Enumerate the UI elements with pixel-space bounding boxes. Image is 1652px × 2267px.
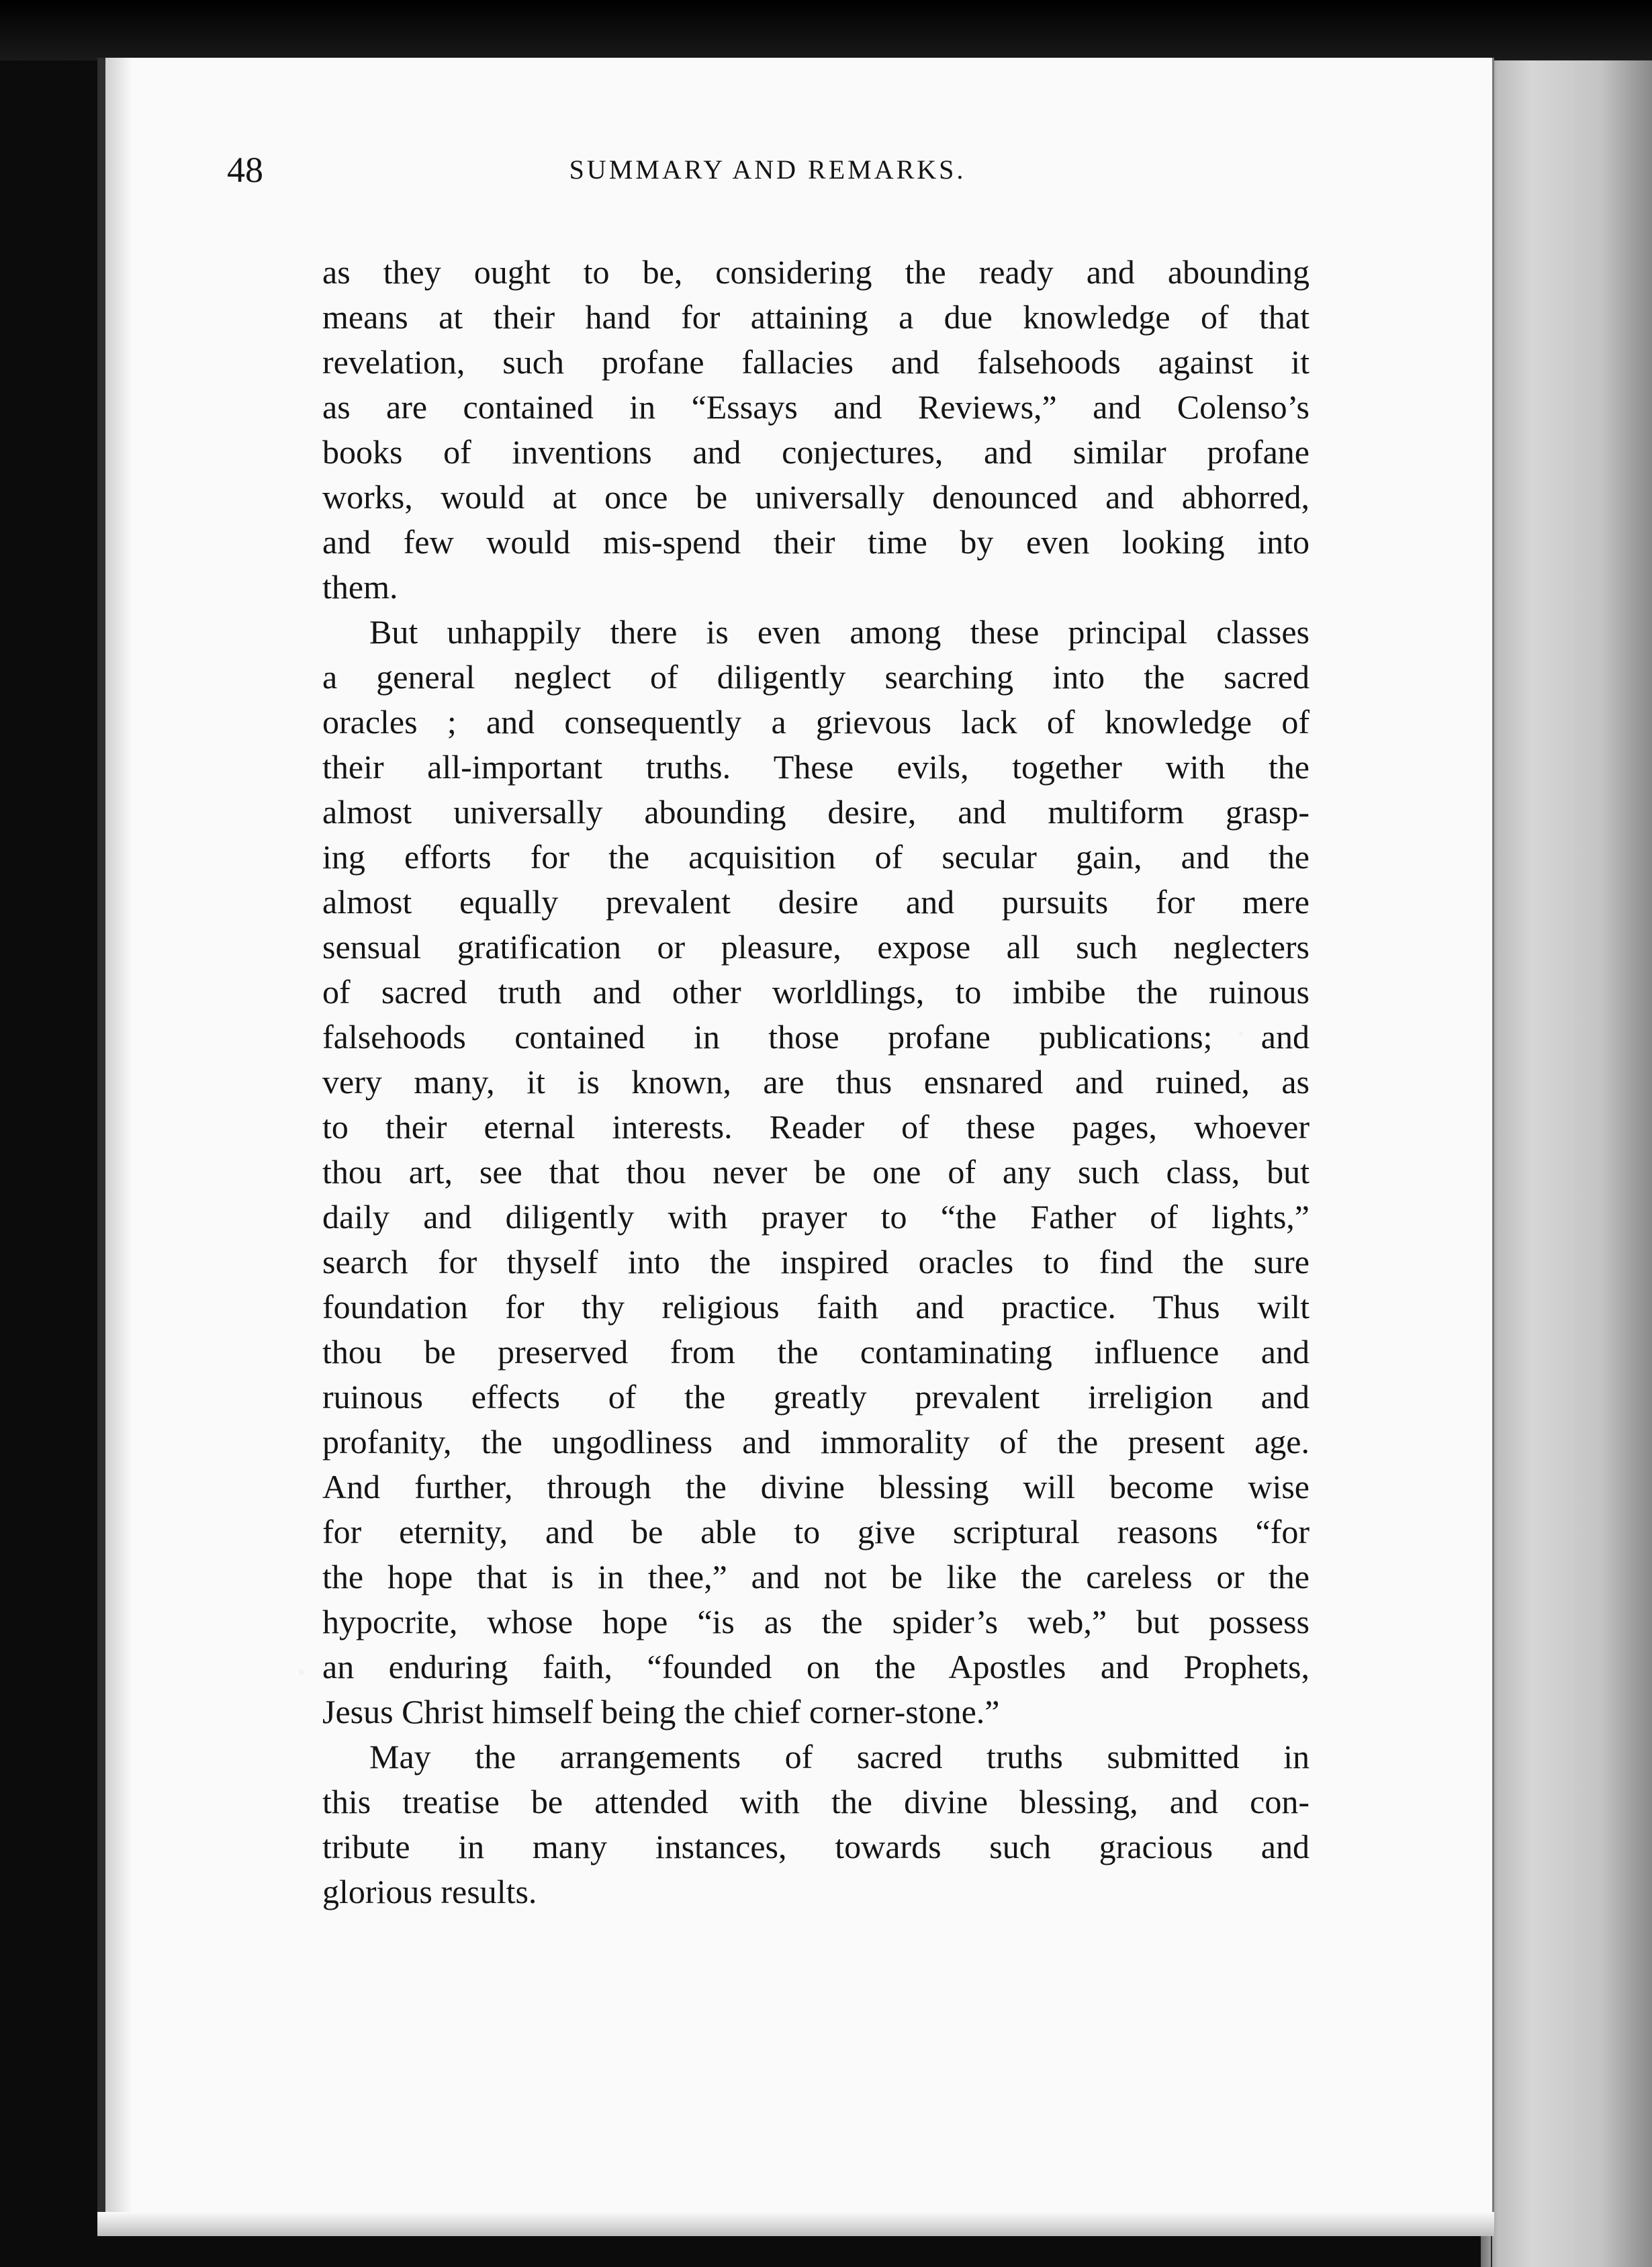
text-line: works, would at once be universally denounced and abhorred, xyxy=(322,478,1310,516)
text-line: tribute in many instances, towards such gracious and xyxy=(322,1828,1310,1865)
text-line: thou be preserved from the contaminating influence and xyxy=(322,1333,1310,1371)
paper-speck xyxy=(299,1669,304,1675)
text-line: almost equally prevalent desire and pursuits for mere xyxy=(322,883,1310,921)
text-line: very many, it is known, are thus ensnared and ruined, as xyxy=(322,1063,1310,1101)
text-line: oracles ; and consequently a grievous lack of knowledge of xyxy=(322,703,1310,741)
text-line: the hope that is in thee,” and not be like the careless or the xyxy=(322,1558,1310,1595)
page-number: 48 xyxy=(227,150,263,190)
text-line: to their eternal interests. Reader of these pages, whoever xyxy=(322,1108,1310,1146)
text-line: as they ought to be, considering the ready and abounding xyxy=(322,253,1310,291)
text-line: ing efforts for the acquisition of secular gain, and the xyxy=(322,838,1310,876)
paragraph xyxy=(322,1734,1310,1914)
text-line: But unhappily there is even among these principal classes xyxy=(369,613,1310,651)
paragraph xyxy=(322,250,1310,610)
text-line: Jesus Christ himself being the chief corner-stone.” xyxy=(322,1693,1000,1730)
text-line: an enduring faith, “founded on the Apostles and Prophets, xyxy=(322,1648,1310,1685)
body-text xyxy=(322,250,1310,1914)
text-line: ruinous effects of the greatly prevalent irreligion and xyxy=(322,1378,1310,1416)
text-line: almost universally abounding desire, and multiform grasp- xyxy=(322,793,1310,831)
text-line: And further, through the divine blessing will become wise xyxy=(322,1468,1310,1506)
text-line: and few would mis-spend their time by even looking into xyxy=(322,523,1310,561)
text-line: their all-important truths. These evils, together with the xyxy=(322,748,1310,786)
paragraph xyxy=(322,610,1310,1734)
text-line: as are contained in “Essays and Reviews,” and Colenso’s xyxy=(322,388,1310,426)
text-line: revelation, such profane fallacies and falsehoods against it xyxy=(322,343,1310,381)
text-line: of sacred truth and other worldlings, to imbibe the ruinous xyxy=(322,973,1310,1011)
text-line: search for thyself into the inspired oracles to find the sure xyxy=(322,1243,1310,1281)
scan-background xyxy=(0,0,1652,60)
text-line: them. xyxy=(322,568,398,606)
text-line: May the arrangements of sacred truths submitted in xyxy=(369,1738,1310,1775)
text-line: for eternity, and be able to give scriptural reasons “for xyxy=(322,1513,1310,1551)
text-line: books of inventions and conjectures, and similar profane xyxy=(322,433,1310,471)
text-line: a general neglect of diligently searching into the sacred xyxy=(322,658,1310,696)
text-line: glorious results. xyxy=(322,1873,537,1910)
text-line: falsehoods contained in those profane publications; and xyxy=(322,1018,1310,1056)
text-line: profanity, the ungodliness and immorality of the present age. xyxy=(322,1423,1310,1461)
facing-page-edge xyxy=(1481,60,1652,2267)
text-line: sensual gratification or pleasure, expose all such neglecters xyxy=(322,928,1310,966)
text-line: hypocrite, whose hope “is as the spider’s web,” but possess xyxy=(322,1603,1310,1640)
text-line: foundation for thy religious faith and practice. Thus wilt xyxy=(322,1288,1310,1326)
text-line: thou art, see that thou never be one of any such class, but xyxy=(322,1153,1310,1191)
text-line: this treatise be attended with the divine blessing, and con- xyxy=(322,1783,1310,1820)
running-head: SUMMARY AND REMARKS. xyxy=(569,154,966,185)
text-line: daily and diligently with prayer to “the Father of lights,” xyxy=(322,1198,1310,1236)
page-header xyxy=(227,133,1308,207)
text-line: means at their hand for attaining a due knowledge of that xyxy=(322,298,1310,336)
